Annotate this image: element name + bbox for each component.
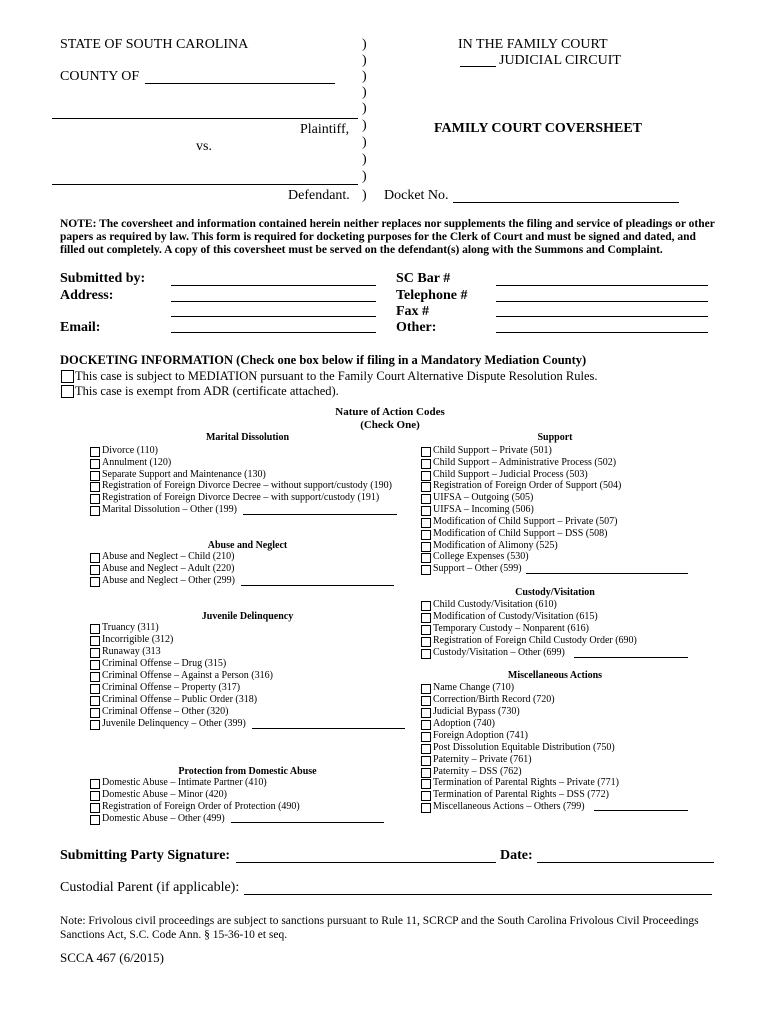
- name-change-label: Name Change (710): [433, 682, 515, 693]
- truancy-checkbox[interactable]: [90, 624, 100, 634]
- foreign-protection-checkbox[interactable]: [90, 803, 100, 813]
- county-label: COUNTY OF: [60, 69, 140, 84]
- cs-judicial-label: Child Support – Judicial Process (503): [433, 469, 588, 480]
- birth-record-checkbox[interactable]: [421, 696, 431, 706]
- adr-exempt-label: This case is exempt from ADR (certificate attached).: [75, 384, 339, 398]
- plaintiff-name-field[interactable]: [52, 118, 358, 119]
- name-change-checkbox[interactable]: [421, 684, 431, 694]
- custody-title: Custody/Visitation: [515, 587, 595, 598]
- custody-label: Child Custody/Visitation (610): [433, 599, 557, 610]
- custody-other-field[interactable]: [574, 657, 688, 658]
- foreign-support-label: Registration of Foreign Order of Support (504): [433, 480, 622, 491]
- adoption-checkbox[interactable]: [421, 720, 431, 730]
- email-field[interactable]: [171, 332, 376, 333]
- judicial-bypass-label: Judicial Bypass (730): [433, 706, 520, 717]
- runaway-checkbox[interactable]: [90, 648, 100, 658]
- circuit-label: JUDICIAL CIRCUIT: [499, 53, 621, 68]
- tpr-private-checkbox[interactable]: [421, 779, 431, 789]
- misc-other-field[interactable]: [594, 810, 688, 811]
- marital-other-checkbox[interactable]: [90, 506, 100, 516]
- mod-custody-checkbox[interactable]: [421, 613, 431, 623]
- equitable-distribution-checkbox[interactable]: [421, 744, 431, 754]
- abuse-other-checkbox[interactable]: [90, 577, 100, 587]
- separate-support-checkbox[interactable]: [90, 471, 100, 481]
- paternity-dss-checkbox[interactable]: [421, 768, 431, 778]
- temp-custody-label: Temporary Custody – Nonparent (616): [433, 623, 589, 634]
- foreign-protection-label: Registration of Foreign Order of Protection (490): [102, 801, 300, 812]
- annulment-label: Annulment (120): [102, 457, 172, 468]
- custodial-parent-label: Custodial Parent (if applicable):: [60, 880, 240, 895]
- misc-title: Miscellaneous Actions: [507, 670, 603, 681]
- offense-other-checkbox[interactable]: [90, 708, 100, 718]
- paternity-dss-label: Paternity – DSS (762): [433, 766, 522, 777]
- support-title: Support: [537, 432, 573, 443]
- offense-other-label: Criminal Offense – Other (320): [102, 706, 229, 717]
- mod-cs-private-checkbox[interactable]: [421, 518, 431, 528]
- foreign-divorce-with-label: Registration of Foreign Divorce Decree – with support/custody (191): [102, 492, 380, 503]
- tpr-dss-label: Termination of Parental Rights – DSS (772): [433, 789, 609, 800]
- signature-field[interactable]: [236, 862, 496, 863]
- submitted-by-label: Submitted by:: [60, 271, 146, 286]
- offense-public-order-checkbox[interactable]: [90, 696, 100, 706]
- misc-other-checkbox[interactable]: [421, 803, 431, 813]
- adr-exempt-checkbox[interactable]: [61, 385, 74, 398]
- abuse-other-label: Abuse and Neglect – Other (299): [102, 575, 236, 586]
- signature-label: Submitting Party Signature:: [60, 848, 231, 863]
- email-label: Email:: [60, 320, 101, 335]
- misc-other-label: Miscellaneous Actions – Others (799): [433, 801, 585, 812]
- juvenile-other-checkbox[interactable]: [90, 720, 100, 730]
- court-label: IN THE FAMILY COURT: [458, 37, 608, 52]
- abuse-partner-label: Domestic Abuse – Intimate Partner (410): [102, 777, 267, 788]
- marital-other-field[interactable]: [243, 514, 397, 515]
- mod-cs-dss-checkbox[interactable]: [421, 530, 431, 540]
- other-label: Other:: [396, 320, 437, 335]
- date-field[interactable]: [537, 862, 714, 863]
- judicial-bypass-checkbox[interactable]: [421, 708, 431, 718]
- defendant-label: Defendant.: [288, 188, 350, 203]
- separate-support-label: Separate Support and Maintenance (130): [102, 469, 266, 480]
- plaintiff-label: Plaintiff,: [300, 122, 350, 137]
- support-other-label: Support – Other (599): [433, 563, 522, 574]
- date-label: Date:: [500, 848, 533, 863]
- adoption-label: Adoption (740): [433, 718, 495, 729]
- abuse-child-label: Abuse and Neglect – Child (210): [102, 551, 235, 562]
- marital-other-label: Marital Dissolution – Other (199): [102, 504, 237, 515]
- circuit-number-field[interactable]: [460, 66, 496, 67]
- college-expenses-label: College Expenses (530): [433, 551, 529, 562]
- annulment-checkbox[interactable]: [90, 459, 100, 469]
- foreign-divorce-with-checkbox[interactable]: [90, 494, 100, 504]
- cs-admin-checkbox[interactable]: [421, 459, 431, 469]
- address-label: Address:: [60, 288, 114, 303]
- uifsa-outgoing-label: UIFSA – Outgoing (505): [433, 492, 534, 503]
- abuse-title: Abuse and Neglect: [207, 540, 288, 551]
- cs-admin-label: Child Support – Administrative Process (502): [433, 457, 617, 468]
- domestic-other-label: Domestic Abuse – Other (499): [102, 813, 225, 824]
- juvenile-other-field[interactable]: [252, 728, 405, 729]
- state-label: STATE OF SOUTH CAROLINA: [60, 37, 249, 52]
- vs-label: vs.: [196, 139, 212, 154]
- truancy-label: Truancy (311): [102, 622, 159, 633]
- offense-drug-checkbox[interactable]: [90, 660, 100, 670]
- uifsa-incoming-checkbox[interactable]: [421, 506, 431, 516]
- bottom-note: Note: Frivolous civil proceedings are subject to sanctions pursuant to Rule 11, SCRCP and the South Carolina Frivolous Civil Proceedings Sanctions Act, S.C. Code Ann. § 15-36-10 et seq.: [60, 915, 699, 941]
- equitable-distribution-label: Post Dissolution Equitable Distribution (750): [433, 742, 615, 753]
- juvenile-title: Juvenile Delinquency: [201, 611, 294, 622]
- support-other-checkbox[interactable]: [421, 565, 431, 575]
- custody-other-checkbox[interactable]: [421, 649, 431, 659]
- sc-bar-field[interactable]: [496, 285, 708, 286]
- telephone-label: Telephone #: [396, 288, 468, 303]
- tpr-private-label: Termination of Parental Rights – Private (771): [433, 777, 619, 788]
- offense-person-checkbox[interactable]: [90, 672, 100, 682]
- mod-cs-dss-label: Modification of Child Support – DSS (508): [433, 528, 608, 539]
- marital-title: Marital Dissolution: [205, 432, 290, 443]
- paternity-private-checkbox[interactable]: [421, 756, 431, 766]
- uifsa-outgoing-checkbox[interactable]: [421, 494, 431, 504]
- domestic-other-field[interactable]: [231, 822, 384, 823]
- mediation-label: This case is subject to MEDIATION pursuant to the Family Court Alternative Dispute Resolution Rules.: [75, 369, 598, 383]
- cs-judicial-checkbox[interactable]: [421, 471, 431, 481]
- birth-record-label: Correction/Birth Record (720): [433, 694, 555, 705]
- page-title: FAMILY COURT COVERSHEET: [434, 121, 642, 136]
- college-expenses-checkbox[interactable]: [421, 553, 431, 563]
- runaway-label: Runaway (313: [102, 646, 161, 657]
- top-note: NOTE: The coversheet and information contained herein neither replaces nor supplements the filing and service of pleadings or other papers as required by law. This form is required for docketing purposes for the Clerk of Court and must be signed and dated, and filled out completely. A copy of this coversheet must be served on the defendant(s) along with the Summons and Complaint.: [60, 218, 715, 256]
- foreign-support-checkbox[interactable]: [421, 482, 431, 492]
- temp-custody-checkbox[interactable]: [421, 625, 431, 635]
- foreign-divorce-without-label: Registration of Foreign Divorce Decree – without support/custody (190): [102, 480, 392, 491]
- other-field[interactable]: [496, 332, 708, 333]
- fax-field[interactable]: [496, 316, 708, 317]
- cs-private-checkbox[interactable]: [421, 447, 431, 457]
- abuse-adult-checkbox[interactable]: [90, 565, 100, 575]
- abuse-partner-checkbox[interactable]: [90, 779, 100, 789]
- custody-checkbox[interactable]: [421, 601, 431, 611]
- domestic-other-checkbox[interactable]: [90, 815, 100, 825]
- abuse-child-checkbox[interactable]: [90, 553, 100, 563]
- foreign-custody-checkbox[interactable]: [421, 637, 431, 647]
- divorce-checkbox[interactable]: [90, 447, 100, 457]
- offense-public-order-label: Criminal Offense – Public Order (318): [102, 694, 258, 705]
- mod-alimony-label: Modification of Alimony (525): [433, 540, 558, 551]
- abuse-minor-checkbox[interactable]: [90, 791, 100, 801]
- submitted-by-field[interactable]: [171, 285, 376, 286]
- custodial-parent-field[interactable]: [244, 894, 712, 895]
- address-field-1[interactable]: [171, 301, 376, 302]
- cs-private-label: Child Support – Private (501): [433, 445, 552, 456]
- foreign-adoption-label: Foreign Adoption (741): [433, 730, 528, 741]
- offense-property-checkbox[interactable]: [90, 684, 100, 694]
- docket-label: Docket No.: [384, 188, 449, 203]
- defendant-name-field[interactable]: [52, 184, 358, 185]
- telephone-field[interactable]: [496, 301, 708, 302]
- tpr-dss-checkbox[interactable]: [421, 791, 431, 801]
- docket-number-field[interactable]: [453, 202, 679, 203]
- offense-person-label: Criminal Offense – Against a Person (316): [102, 670, 273, 681]
- abuse-adult-label: Abuse and Neglect – Adult (220): [102, 563, 235, 574]
- mediation-checkbox[interactable]: [61, 370, 74, 383]
- incorrigible-checkbox[interactable]: [90, 636, 100, 646]
- paternity-private-label: Paternity – Private (761): [433, 754, 532, 765]
- divorce-label: Divorce (110): [102, 445, 158, 456]
- foreign-custody-label: Registration of Foreign Child Custody Order (690): [433, 635, 637, 646]
- foreign-adoption-checkbox[interactable]: [421, 732, 431, 742]
- nature-title: Nature of Action Codes: [335, 406, 445, 418]
- mod-custody-label: Modification of Custody/Visitation (615): [433, 611, 598, 622]
- abuse-other-field[interactable]: [241, 585, 394, 586]
- form-id: SCCA 467 (6/2015): [60, 950, 165, 965]
- address-field-2[interactable]: [171, 316, 376, 317]
- fax-label: Fax #: [396, 304, 430, 319]
- support-other-field[interactable]: [526, 573, 688, 574]
- abuse-minor-label: Domestic Abuse – Minor (420): [102, 789, 227, 800]
- uifsa-incoming-label: UIFSA – Incoming (506): [433, 504, 534, 515]
- custody-other-label: Custody/Visitation – Other (699): [433, 647, 565, 658]
- mod-cs-private-label: Modification of Child Support – Private (507): [433, 516, 618, 527]
- county-field[interactable]: [145, 83, 335, 84]
- mod-alimony-checkbox[interactable]: [421, 542, 431, 552]
- nature-subtitle: (Check One): [360, 419, 420, 431]
- juvenile-other-label: Juvenile Delinquency – Other (399): [102, 718, 246, 729]
- incorrigible-label: Incorrigible (312): [102, 634, 174, 645]
- docketing-heading: DOCKETING INFORMATION (Check one box below if filing in a Mandatory Mediation County): [60, 353, 587, 367]
- offense-property-label: Criminal Offense – Property (317): [102, 682, 241, 693]
- offense-drug-label: Criminal Offense – Drug (315): [102, 658, 227, 669]
- protection-title: Protection from Domestic Abuse: [178, 766, 317, 777]
- foreign-divorce-without-checkbox[interactable]: [90, 482, 100, 492]
- sc-bar-label: SC Bar #: [396, 271, 451, 286]
